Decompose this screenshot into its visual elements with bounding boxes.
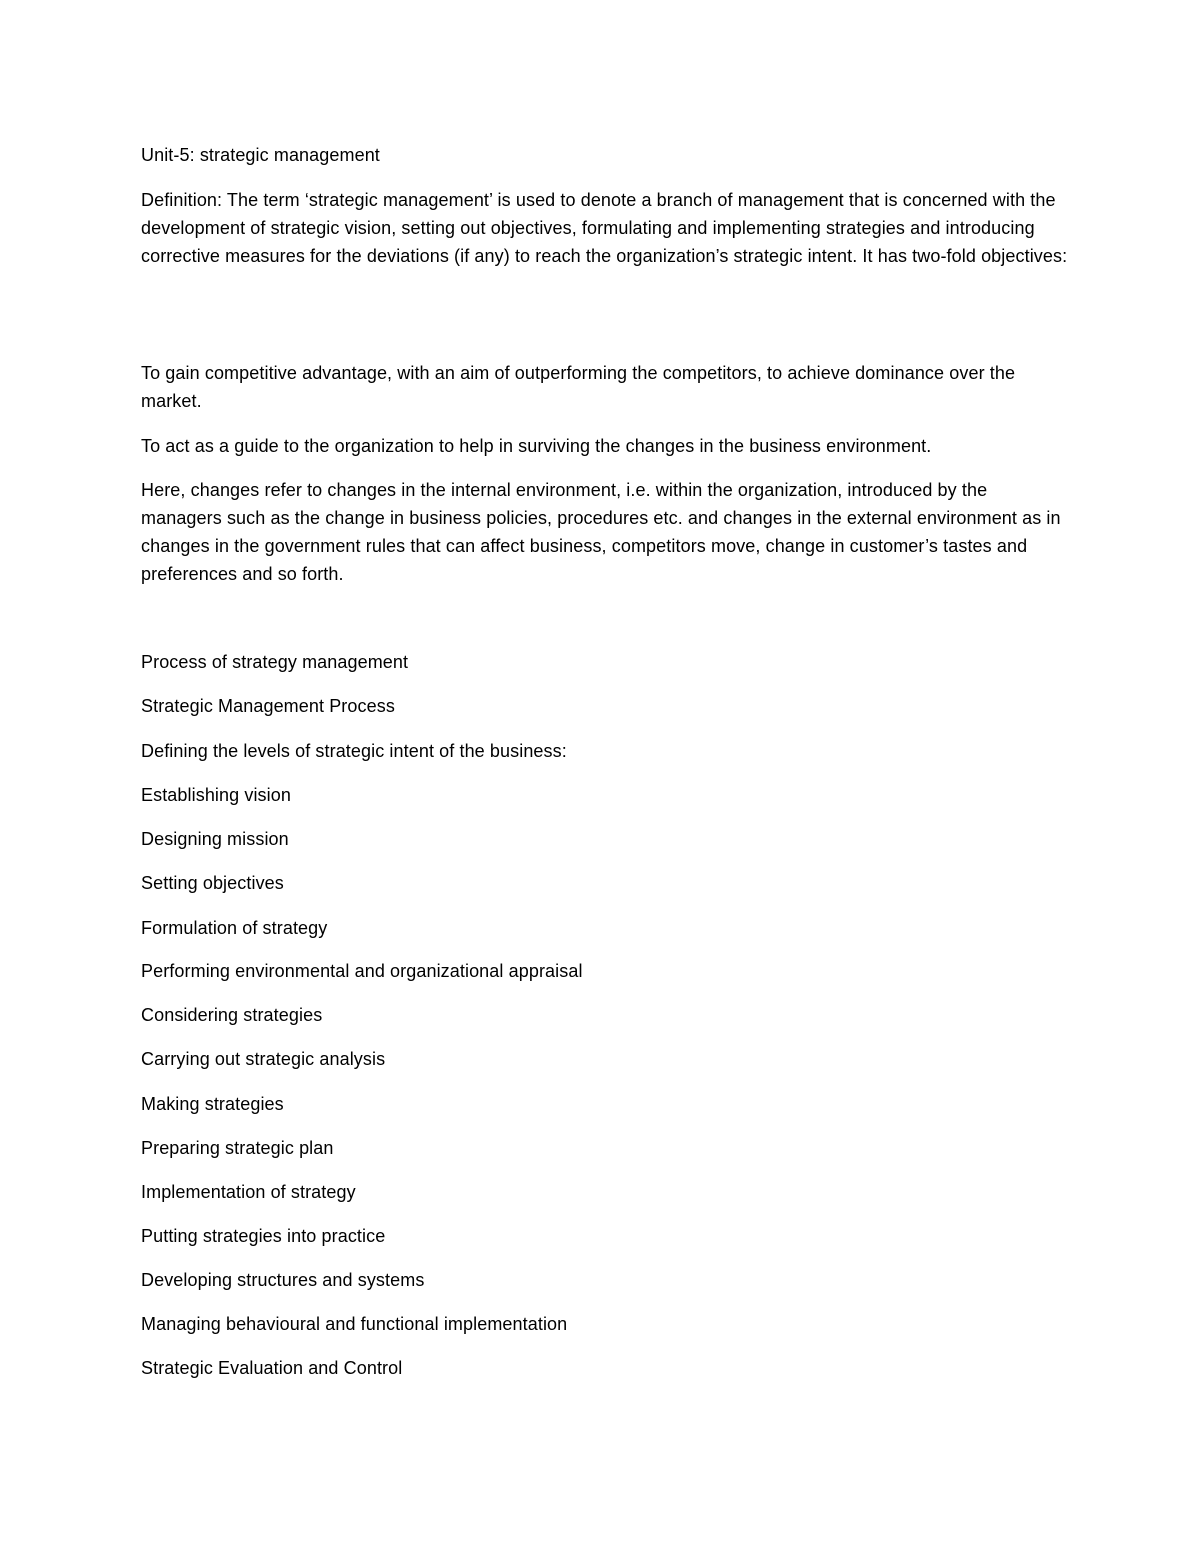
process-list-item: Managing behavioural and functional implementation <box>141 1314 568 1334</box>
process-list-item: Formulation of strategy <box>141 918 328 938</box>
process-list-item: Developing structures and systems <box>141 1270 425 1290</box>
objective-item: To act as a guide to the organization to help in surviving the changes in the business environment. <box>141 436 932 456</box>
process-heading: Process of strategy management <box>141 652 409 672</box>
definition-paragraph: Definition: The term ‘strategic management’ is used to denote a branch of management that is concerned with the development of strategic vision, setting out objectives, formulating and implementing strategies and introducing corrective measures for the deviations (if any) to reach the organization’s strategic intent. It has two-fold objectives: <box>141 190 1068 266</box>
process-list-item: Performing environmental and organizational appraisal <box>141 961 583 981</box>
process-list-item: Implementation of strategy <box>141 1182 356 1202</box>
process-list-item: Strategic Evaluation and Control <box>141 1358 403 1378</box>
document-title: Unit-5: strategic management <box>141 145 380 165</box>
process-list-item: Setting objectives <box>141 873 284 893</box>
process-list-item: Putting strategies into practice <box>141 1226 386 1246</box>
process-list-item: Strategic Management Process <box>141 696 395 716</box>
objective-item: To gain competitive advantage, with an aim of outperforming the competitors, to achieve dominance over the market. <box>141 363 1016 411</box>
process-list-item: Considering strategies <box>141 1005 323 1025</box>
process-list-item: Making strategies <box>141 1094 284 1114</box>
changes-paragraph: Here, changes refer to changes in the internal environment, i.e. within the organization, introduced by the managers such as the change in business policies, procedures etc. and changes in the external environment as in changes in the government rules that can affect business, competitors move, change in customer’s tastes and preferences and so forth. <box>141 480 1061 584</box>
process-list-item: Preparing strategic plan <box>141 1138 334 1158</box>
process-list-item: Carrying out strategic analysis <box>141 1049 386 1069</box>
process-list-item: Designing mission <box>141 829 289 849</box>
process-list-item: Establishing vision <box>141 785 291 805</box>
process-list-item: Defining the levels of strategic intent of the business: <box>141 741 567 761</box>
